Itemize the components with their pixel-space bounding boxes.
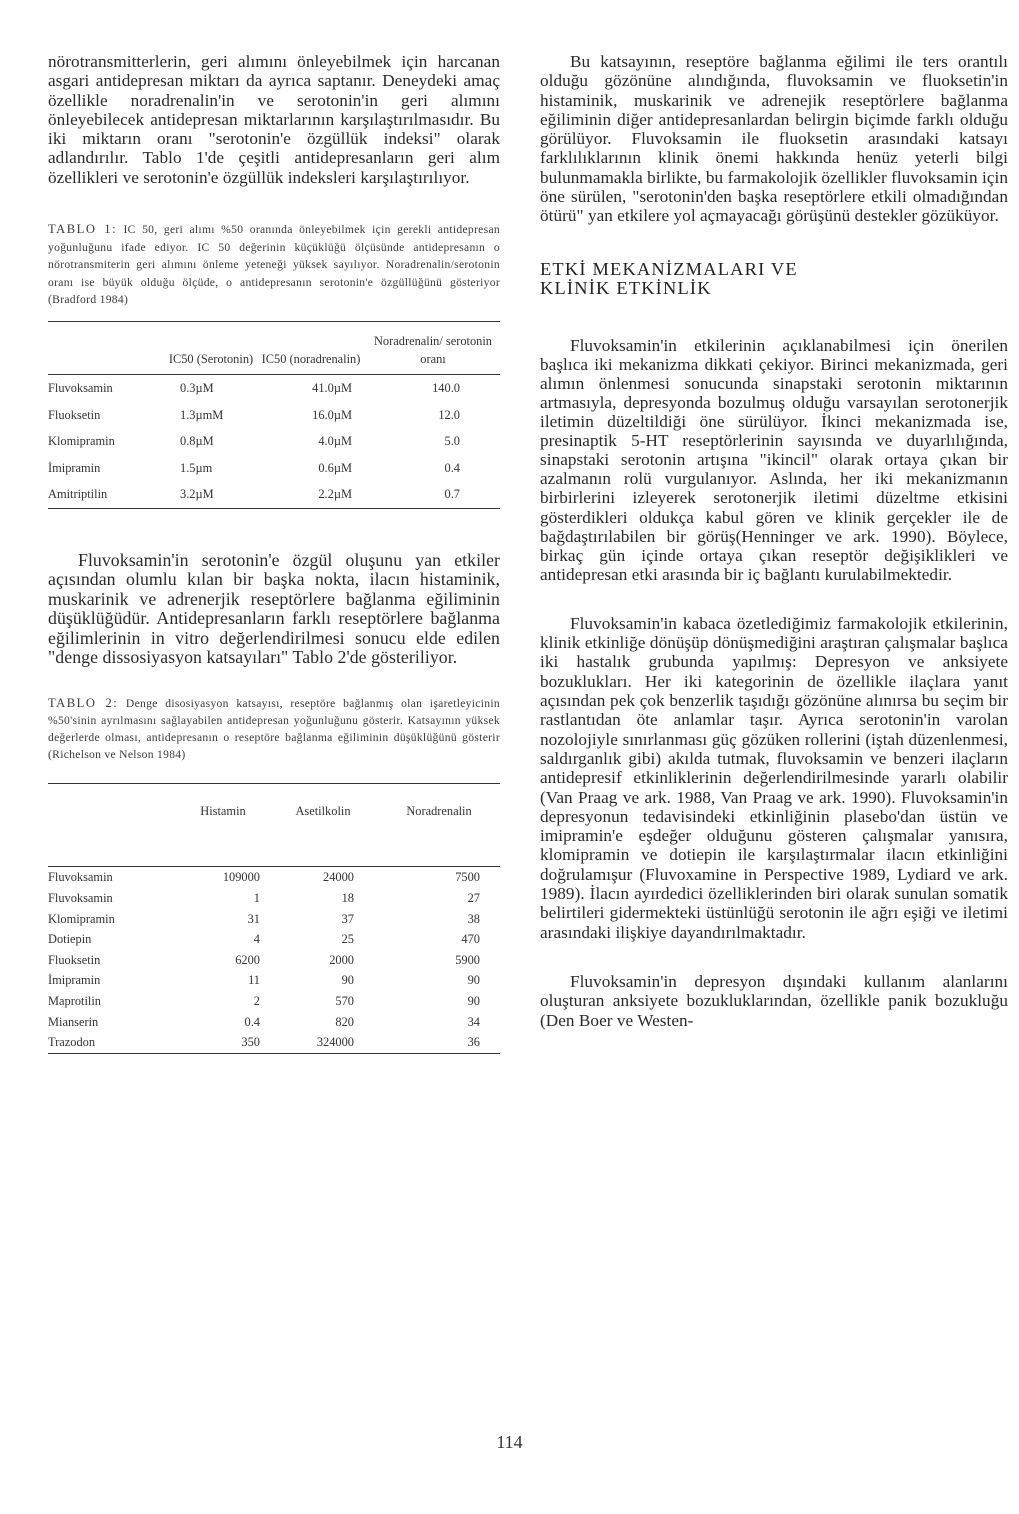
right-paragraph-1: Bu katsayının, reseptöre bağlanma eğilimi ile ters orantılı olduğu gözönüne alındığında, fluvoksamin ve fluoksetin'in histaminik, muskarinik ve adrenejik reseptörlere bağlanma eğiliminin diğer antidepresanlardan belirgin biçimde farklı olduğu görülüyor. Fluvoksamin ile fluoksetin arasındaki katsayı farklılıklarının klinik önemi hakkında henüz yeterli bilgi bulunmamakla birlikte, bu farmakolojik özellikler fluvoksamin için öne sürülen, "serotonin'den başka reseptörlere etkili olmadığından ötürü" yan etkilere yol açmayacağı görüşünü destekler gözüküyor.	[540, 52, 1008, 226]
left-paragraph-2: Fluvoksamin'in serotonin'e özgül oluşunu yan etkiler açısından olumlu kılan bir başka nokta, ilacın histaminik, muskarinik ve adrenerjik reseptörlere bağlanma eğiliminin düşüklüğüdür. Antidepresanların farklı reseptörlere bağlanma eğilimlerinin in vitro değerlendirilmesi sonucu elde edilen "denge dissosiyasyon katsayıları" Tablo 2'de gösteriliyor.	[48, 550, 500, 668]
table-2-cell-value-2: 24000	[323, 870, 354, 885]
table-2-row	[48, 867, 500, 888]
table-2-cell-drug-name: Fluvoksamin	[48, 891, 113, 906]
table-2-row	[48, 909, 500, 930]
table-1-cell-value-1: 3.2µM	[180, 487, 214, 502]
table-1-cell-value-1: 1.3µmM	[180, 407, 224, 422]
table-2-cell-value-3: 470	[461, 932, 480, 947]
table-1-cell-value-1: 0.3µM	[180, 381, 214, 396]
table-2-cell-value-2: 324000	[316, 1035, 354, 1050]
table-2-cell-value-2: 570	[335, 994, 354, 1009]
table-2-cell-drug-name: Fluoksetin	[48, 952, 101, 967]
table-1-cell-value-2: 2.2µM	[318, 487, 352, 502]
table-2-cell-value-2: 18	[341, 891, 354, 906]
table-1-cell-value-2: 4.0µM	[318, 434, 352, 449]
table-1-cell-value-2: 0.6µM	[318, 460, 352, 475]
table-2-row	[48, 1012, 500, 1033]
table-2-cell-value-3: 27	[467, 891, 480, 906]
table-1-cell-value-3: 140.0	[432, 381, 460, 396]
table-1-header-ic50-noradrenalin: IC50 (noradrenalin)	[256, 322, 366, 375]
table-2-header-asetilkolin: Asetilkolin	[268, 784, 378, 867]
table-2-cell-value-2: 25	[341, 932, 354, 947]
table-2-caption-text: Denge disosiyasyon katsayısı, reseptöre bağlanmış olan işaretleyicinin %50'sinin ayrılmasını sağlayabilen antidepresan yoğunluğunu gösterir. Katsayının yüksek değerlerde olması, antidepresanın o reseptöre bağlanma eğiliminin düşüklüğünü gösterir (Richelson ve Nelson 1984)	[48, 697, 500, 762]
table-1	[48, 321, 500, 509]
table-2-cell-value-3: 90	[467, 973, 480, 988]
right-paragraph-4: Fluvoksamin'in depresyon dışındaki kullanım alanlarını oluşturan anksiyete bozukluklarından, özellikle panik bozukluğu (Den Boer ve Westen-	[540, 971, 1008, 1030]
table-2-cell-value-1: 4	[253, 932, 260, 947]
table-2-label: TABLO 2:	[48, 696, 119, 711]
table-2-caption	[48, 695, 500, 763]
table-1-row	[48, 375, 500, 402]
right-column	[540, 52, 1008, 1030]
table-2-header-noradrenalin: Noradrenalin	[378, 784, 500, 867]
table-1-cell-value-1: 0.8µM	[180, 434, 214, 449]
table-1-caption	[48, 221, 500, 309]
table-2-cell-drug-name: İmipramin	[48, 973, 101, 988]
table-2-cell-drug-name: Klomipramin	[48, 911, 115, 926]
table-1-caption-text: IC 50, geri alımı %50 oranında önleyebilmek için gerekli antidepresan yoğunluğunu ifade ediyor. IC 50 değerinin küçüklüğü ölçüsünde antidepresanın o nörotransmiterin geri alımını önleme yeteneği yüksek sayılıyor. Noradrenalin/serotonin oranı ise büyük olduğu ölçüde, o antidepresanın serotonin'e özgüllüğünü gösteriyor (Bradford 1984)	[48, 223, 500, 307]
table-2-header-histamin: Histamin	[178, 784, 268, 867]
table-2-body	[48, 867, 500, 1053]
table-2-row	[48, 950, 500, 971]
table-2-cell-value-3: 7500	[455, 870, 480, 885]
table-2-cell-value-1: 11	[248, 973, 260, 988]
table-2-cell-value-1: 31	[247, 911, 260, 926]
table-1-cell-value-1: 1.5µm	[180, 460, 213, 475]
table-2-cell-value-1: 1	[253, 891, 260, 906]
table-2-cell-value-1: 0.4	[244, 1014, 260, 1029]
table-1-cell-drug-name: İmipramin	[48, 460, 101, 475]
table-1-header-ratio: Noradrenalin/ serotonin oranı	[366, 322, 500, 375]
table-1-row	[48, 402, 500, 429]
table-2-cell-value-3: 36	[467, 1035, 480, 1050]
table-2-cell-value-1: 2	[253, 994, 260, 1009]
table-1-cell-drug-name: Klomipramin	[48, 434, 115, 449]
right-paragraph-2: Fluvoksamin'in etkilerinin açıklanabilmesi için önerilen başlıca iki mekanizma dikkati çekiyor. Birinci mekanizmada, geri alımın önlenmesi sonucunda sinapstaki serotonin miktarının artmasıyla, depresyonda bozulmuş olduğu varsayılan serotonerjik iletimin düzeltildiği öne sürülüyor. İkinci mekanizmada ise, presinaptik 5-HT reseptörlerinin sayısında ve duyarlılığında, sinapstaki serotonin artışına "ikincil" olarak ortaya çıkan bir azalmanın rolü vurgulanıyor. Aslında, her iki mekanizmanın birbirlerini izleyerek serotonerjik iletimi düzeltme etkisini gösterdikleri oldukça kabul gören ve klinik gerçekler ile de bağdaştırılabilen bir görüş(Henninger ve ark. 1990). Böylece, birkaç gün içinde ortaya çıkan reseptör değişiklikleri ve antidepresan etki arasında bir iç bağlantı kurulabilmektedir.	[540, 335, 1008, 584]
table-2-cell-drug-name: Maprotilin	[48, 994, 101, 1009]
table-2-cell-value-2: 820	[335, 1014, 354, 1029]
table-2-row	[48, 929, 500, 950]
table-1-cell-drug-name: Fluoksetin	[48, 407, 101, 422]
table-1-header-blank	[48, 322, 166, 375]
table-2-header-blank	[48, 784, 178, 867]
table-1-cell-value-2: 16.0µM	[312, 407, 352, 422]
table-1-label: TABLO 1:	[48, 222, 118, 237]
table-1-header-row	[48, 322, 500, 375]
table-2-cell-value-2: 90	[341, 973, 354, 988]
table-2	[48, 783, 500, 1053]
section-heading-line-1: ETKİ MEKANİZMALARI VE	[540, 258, 798, 279]
table-1-cell-value-3: 5.0	[444, 434, 460, 449]
table-2-header-row	[48, 784, 500, 867]
table-2-cell-value-1: 6200	[235, 952, 260, 967]
table-1-cell-value-3: 12.0	[438, 407, 460, 422]
table-1-row	[48, 481, 500, 508]
table-2-row	[48, 1032, 500, 1053]
table-2-cell-drug-name: Fluvoksamin	[48, 870, 113, 885]
table-1-cell-value-3: 0.7	[444, 487, 460, 502]
table-2-cell-drug-name: Mianserin	[48, 1014, 99, 1029]
table-1-cell-drug-name: Amitriptilin	[48, 487, 108, 502]
table-2-cell-value-1: 350	[241, 1035, 260, 1050]
left-paragraph-1: nörotransmitterlerin, geri alımını önleyebilmek için harcanan asgari antidepresan miktarı da ayrıca saptanır. Deneydeki amaç özellikle noradrenalin'in ve serotonin'in geri alımını önleyebilecek antidepresan miktarlarının karşılaştırılmasıdır. Bu iki miktarın oranı "serotonin'e özgüllük indeksi" olarak adlandırılır. Tablo 1'de çeşitli antidepresanların geri alım özellikleri ve serotonin'e özgüllük indeksleri karşılaştırılıyor.	[48, 52, 500, 187]
table-1-row	[48, 455, 500, 482]
table-2-cell-value-1: 109000	[222, 870, 260, 885]
section-heading-line-2: KLİNİK ETKİNLİK	[540, 277, 712, 298]
table-1-cell-drug-name: Fluvoksamin	[48, 381, 113, 396]
table-2-cell-value-3: 5900	[455, 952, 480, 967]
table-2-cell-value-3: 38	[467, 911, 480, 926]
table-2-cell-value-2: 2000	[329, 952, 354, 967]
table-2-row	[48, 991, 500, 1012]
table-1-header-ic50-serotonin: IC50 (Serotonin)	[166, 322, 256, 375]
page-number: 114	[496, 1432, 523, 1452]
table-1-cell-value-2: 41.0µM	[312, 381, 352, 396]
table-2-cell-value-3: 90	[467, 994, 480, 1009]
left-column	[48, 52, 500, 1054]
table-1-cell-value-3: 0.4	[444, 460, 460, 475]
table-2-cell-drug-name: Trazodon	[48, 1035, 96, 1050]
section-heading	[540, 260, 1008, 298]
table-1-body	[48, 375, 500, 509]
table-2-cell-value-3: 34	[467, 1014, 480, 1029]
table-2-row	[48, 888, 500, 909]
table-1-row	[48, 428, 500, 455]
table-2-cell-value-2: 37	[341, 911, 354, 926]
right-paragraph-3: Fluvoksamin'in kabaca özetlediğimiz farmakolojik etkilerinin, klinik etkinliğe dönüşüp dönüşmediğini araştıran çalışmalar başlıca iki hastalık grubunda yapılmış: Depresyon ve anksiyete bozuklukları. Her iki kategorinin de özellikle ilaçlara yanıt açısından pek çok benzerlik taşıdığı gözönüne alınırsa bu seçim bir rastlantıdan öte anlamlar taşır. Ayrıca serotonin'in varolan nozolojiyle sınırlanması güç gözüken rollerini (iştah düzenlenmesi, saldırganlık gibi) akılda tutmak, fluvoksamin ve benzeri ilaçların antidepresif etkinliklerinin değerlendirilmesinde yararlı olabilir (Van Praag ve ark. 1988, Van Praag ve ark. 1990). Fluvoksamin'in depresyonun tedavisindeki etkinliğinin plasebo'dan üstün ve imipramin'e eşdeğer olduğunu gösteren çalışmalar yanısıra, klomipramin ve dotiepin ile karşılaştırmalar ilacın etkinliğini doğrulamışur (Fluvoxamine in Perspective 1989, Lydiard ve ark. 1989). İlacın ayırdedici özelliklerinden biri olarak sunulan somatik belirtileri gidermekteki üstünlüğü serotonin ile ağrı eşiği ve iletimi arasındaki ilişkiye dayandırılmaktadır.	[540, 613, 1008, 942]
table-2-row	[48, 970, 500, 991]
table-2-cell-drug-name: Dotiepin	[48, 932, 92, 947]
